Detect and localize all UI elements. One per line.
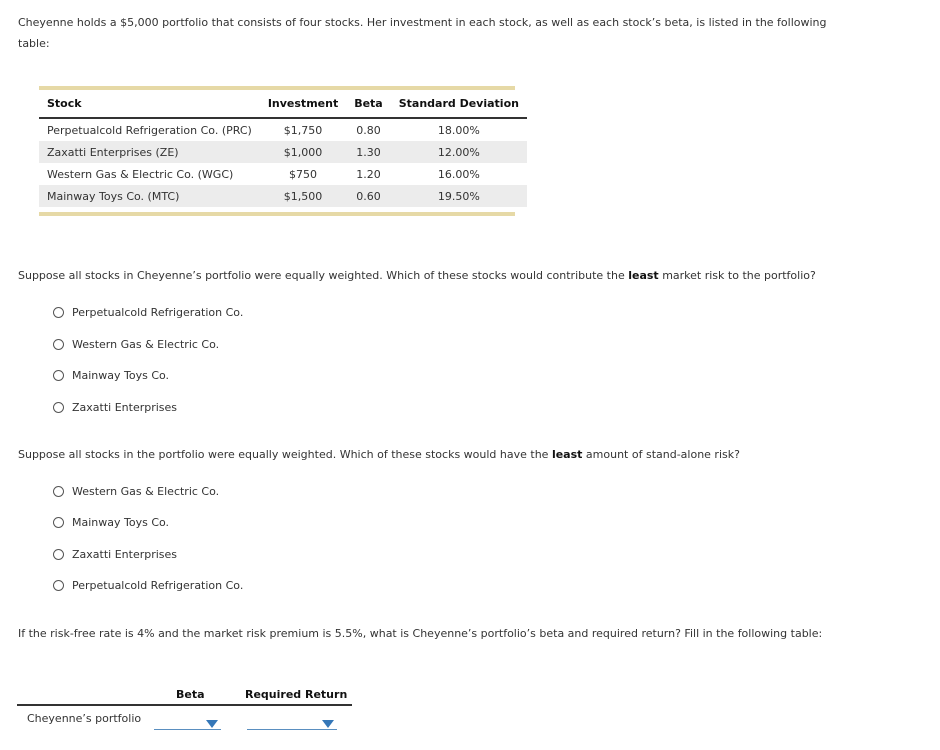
col-header-required-return: Required Return	[245, 688, 348, 701]
radio-icon[interactable]	[53, 339, 64, 350]
radio-icon[interactable]	[53, 517, 64, 528]
q2-option-1[interactable]	[53, 484, 219, 498]
question-2-text-start: Suppose all stocks in the portfolio were equally weighted. Which of these stocks would have the	[18, 448, 552, 461]
dropdown-arrow-icon[interactable]	[322, 720, 334, 728]
question-2-text-end: amount of stand-alone risk?	[582, 448, 740, 461]
beta-dropdown[interactable]	[154, 715, 221, 730]
table-header-row	[39, 90, 527, 118]
q1-option-4-label: Zaxatti Enterprises	[72, 400, 178, 414]
cell-stock: Zaxatti Enterprises (ZE)	[39, 141, 260, 163]
cell-investment: $1,750	[283, 123, 323, 137]
q1-option-1-label: Perpetualcold Refrigeration Co.	[72, 305, 244, 319]
question-2-text	[18, 444, 918, 465]
question-1-text-end: market risk to the portfolio?	[658, 269, 816, 282]
row-label-portfolio: Cheyenne’s portfolio	[27, 712, 142, 725]
table-row	[39, 118, 527, 141]
table-row	[39, 163, 527, 185]
intro-paragraph	[18, 12, 918, 54]
cell-stock: Western Gas & Electric Co. (WGC)	[47, 167, 234, 181]
q1-option-2[interactable]	[53, 337, 219, 351]
cell-investment: $1,000	[260, 141, 346, 163]
table-row	[39, 141, 527, 163]
question-1-emphasis: least	[628, 269, 659, 282]
stock-table	[39, 86, 519, 216]
beta-table-header	[17, 686, 352, 706]
cell-sd: 12.00%	[391, 141, 527, 163]
q2-option-3[interactable]	[53, 547, 177, 561]
q2-option-4[interactable]	[53, 578, 243, 592]
radio-icon[interactable]	[53, 402, 64, 413]
radio-icon[interactable]	[53, 307, 64, 318]
required-return-dropdown[interactable]	[247, 715, 337, 730]
question-1-text-start: Suppose all stocks in Cheyenne’s portfolio were equally weighted. Which of these stocks would contribute the	[18, 269, 629, 282]
radio-icon[interactable]	[53, 486, 64, 497]
radio-icon[interactable]	[53, 549, 64, 560]
cell-beta: 0.60	[346, 185, 391, 207]
beta-table-row	[17, 706, 352, 732]
radio-icon[interactable]	[53, 370, 64, 381]
col-header-stock: Stock	[39, 90, 260, 118]
q2-option-3-label: Zaxatti Enterprises	[72, 547, 178, 561]
col-header-investment: Investment	[260, 90, 346, 118]
q2-option-1-label: Western Gas & Electric Co.	[72, 484, 220, 498]
cell-investment: $1,500	[260, 185, 346, 207]
q1-option-2-label: Western Gas & Electric Co.	[72, 337, 220, 351]
cell-beta: 0.80	[356, 123, 381, 137]
table-bottom-bar	[39, 212, 515, 216]
cell-sd: 19.50%	[391, 185, 527, 207]
cell-beta: 1.30	[346, 141, 391, 163]
q2-option-2-label: Mainway Toys Co.	[72, 515, 170, 529]
q1-option-3[interactable]	[53, 368, 169, 382]
q1-option-1[interactable]	[53, 305, 243, 319]
radio-icon[interactable]	[53, 580, 64, 591]
q1-option-4[interactable]	[53, 400, 177, 414]
cell-stock: Mainway Toys Co. (MTC)	[39, 185, 260, 207]
question-2-emphasis: least	[551, 448, 583, 461]
portfolio-beta-table	[17, 686, 352, 732]
dropdown-arrow-icon[interactable]	[206, 720, 218, 728]
intro-line-2: table:	[18, 37, 50, 50]
col-header-beta: Beta	[176, 688, 205, 701]
cell-stock: Perpetualcold Refrigeration Co. (PRC)	[47, 123, 252, 137]
question-1-text	[18, 265, 918, 286]
cell-beta: 1.20	[356, 167, 381, 181]
question-3-text: If the risk-free rate is 4% and the market risk premium is 5.5%, what is Cheyenne’s portfolio’s beta and required return? Fill in the following table:	[18, 627, 823, 640]
q1-option-3-label: Mainway Toys Co.	[72, 368, 170, 382]
intro-line-1: Cheyenne holds a $5,000 portfolio that consists of four stocks. Her investment in each stock, as well as each stock’s beta, is listed in the following	[18, 16, 827, 29]
q2-option-4-label: Perpetualcold Refrigeration Co.	[72, 578, 244, 592]
cell-sd: 18.00%	[437, 123, 480, 137]
cell-investment: $750	[289, 167, 318, 181]
table-row	[39, 185, 527, 207]
col-header-standard-deviation: Standard Deviation	[391, 90, 527, 118]
col-header-beta: Beta	[346, 90, 391, 118]
cell-sd: 16.00%	[437, 167, 480, 181]
q2-option-2[interactable]	[53, 515, 169, 529]
